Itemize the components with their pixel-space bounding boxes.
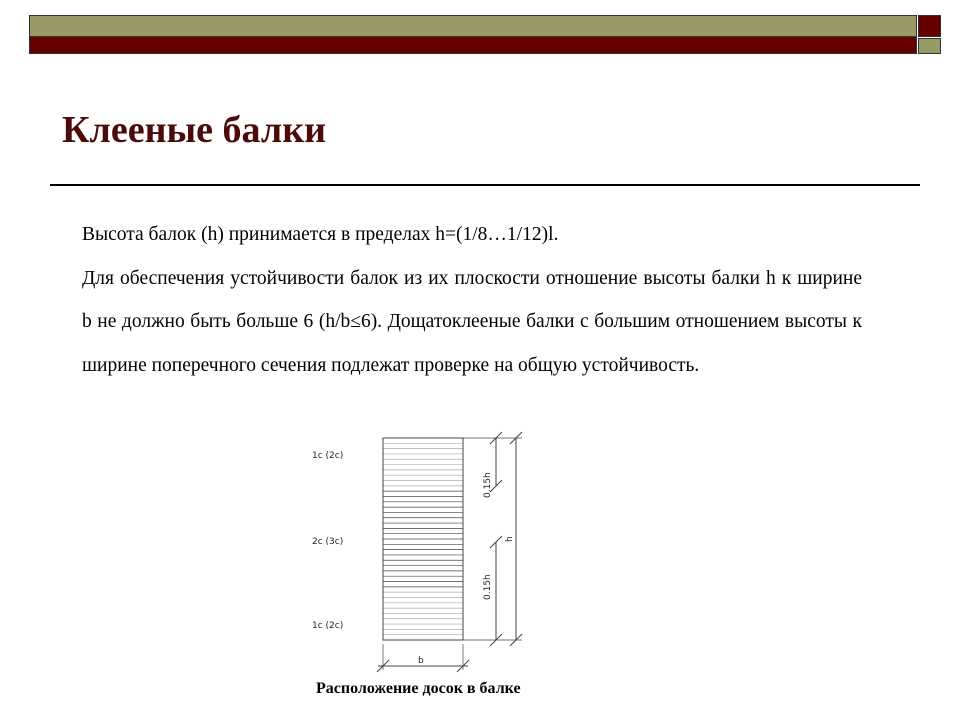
slide-title: Клееные балки [62, 109, 326, 151]
corner-square-olive [918, 38, 941, 54]
corner-square-maroon [918, 15, 941, 37]
figure-caption: Расположение досок в балке [316, 680, 521, 697]
paragraph-beam-height: Высота балок (h) принимается в пределах h=(1/8…1/12)l. [82, 224, 559, 245]
slide-body [82, 213, 862, 387]
beam-section-diagram [300, 430, 560, 680]
dim-label-width: b [418, 656, 424, 666]
zone-label-bottom: 1c (2c) [312, 621, 344, 631]
dim-label-height: h [505, 536, 515, 542]
beam-boards [383, 443, 463, 634]
header-bar-olive [29, 15, 917, 37]
zone-label-top: 1c (2c) [312, 451, 344, 461]
title-underline [50, 184, 920, 186]
dim-label-top-zone: 0.15h [483, 472, 493, 498]
header-bar-maroon [29, 37, 917, 54]
dim-label-bottom-zone: 0.15h [483, 574, 493, 600]
paragraph-stability: Для обеспечения устойчивости балок из их плоскости отношение высоты балки h к ширине b не должно быть больше 6 (h/b≤6). Дощатоклееные балки с большим отношением высоты к ширине поперечного сечения подлежат проверке на общую устойчивость. [82, 267, 862, 376]
zone-label-middle: 2c (3c) [312, 537, 344, 547]
